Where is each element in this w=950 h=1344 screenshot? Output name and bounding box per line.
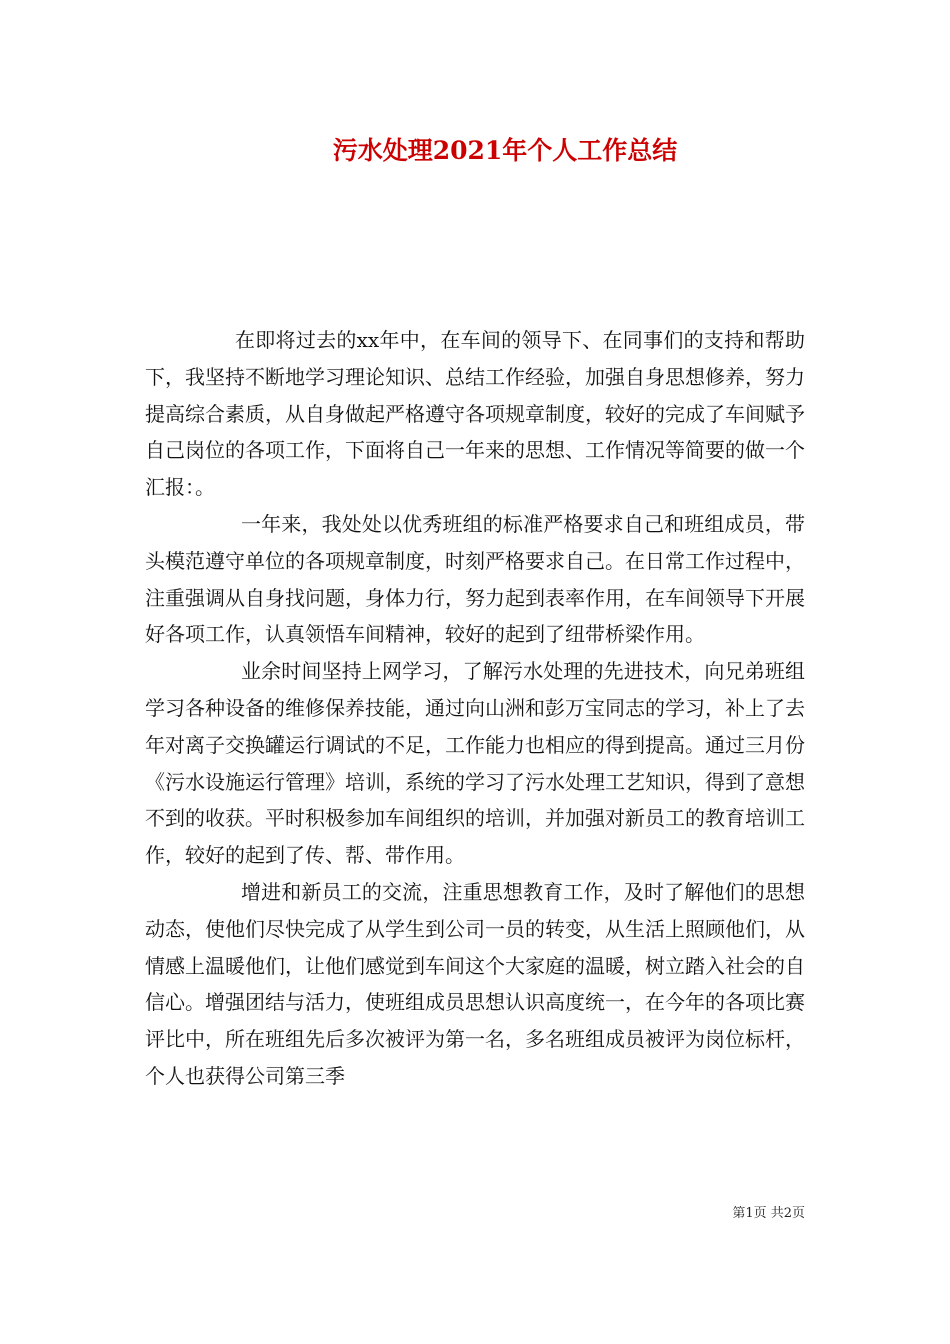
- page-number-footer: 第1页 共2页: [732, 1206, 805, 1221]
- document-body: [145, 322, 805, 1095]
- paragraph-1: 在即将过去的xx年中，在车间的领导下、在同事们的支持和帮助下，我坚持不断地学习理论知识、总结工作经验，加强自身思想修养，努力提高综合素质，从自身做起严格遵守各项规章制度，较好的完成了车间赋予自己岗位的各项工作，下面将自己一年来的思想、工作情况等简要的做一个汇报：。: [145, 328, 805, 500]
- paragraph-4: 增进和新员工的交流，注重思想教育工作，及时了解他们的思想动态，使他们尽快完成了从学生到公司一员的转变，从生活上照顾他们，从情感上温暖他们，让他们感觉到车间这个大家庭的温暖，树立踏入社会的自信心。增强团结与活力，使班组成员思想认识高度统一，在今年的各项比赛评比中，所在班组先后多次被评为第一名，多名班组成员被评为岗位标杆，个人也获得公司第三季: [145, 879, 805, 1088]
- paragraph-3: 业余时间坚持上网学习，了解污水处理的先进技术，向兄弟班组学习各种设备的维修保养技能，通过向山洲和彭万宝同志的学习，补上了去年对离子交换罐运行调试的不足，工作能力也相应的得到提高。通过三月份《污水设施运行管理》培训，系统的学习了污水处理工艺知识，得到了意想不到的收获。平时积极参加车间组织的培训，并加强对新员工的教育培训工作，较好的起到了传、帮、带作用。: [145, 659, 805, 868]
- document-title: 污水处理2021年个人工作总结: [332, 136, 678, 165]
- paragraph-2: 一年来，我处处以优秀班组的标准严格要求自己和班组成员，带头模范遵守单位的各项规章制度，时刻严格要求自己。在日常工作过程中，注重强调从自身找问题，身体力行，努力起到表率作用，在车间领导下开展好各项工作，认真领悟车间精神，较好的起到了纽带桥梁作用。: [145, 511, 805, 647]
